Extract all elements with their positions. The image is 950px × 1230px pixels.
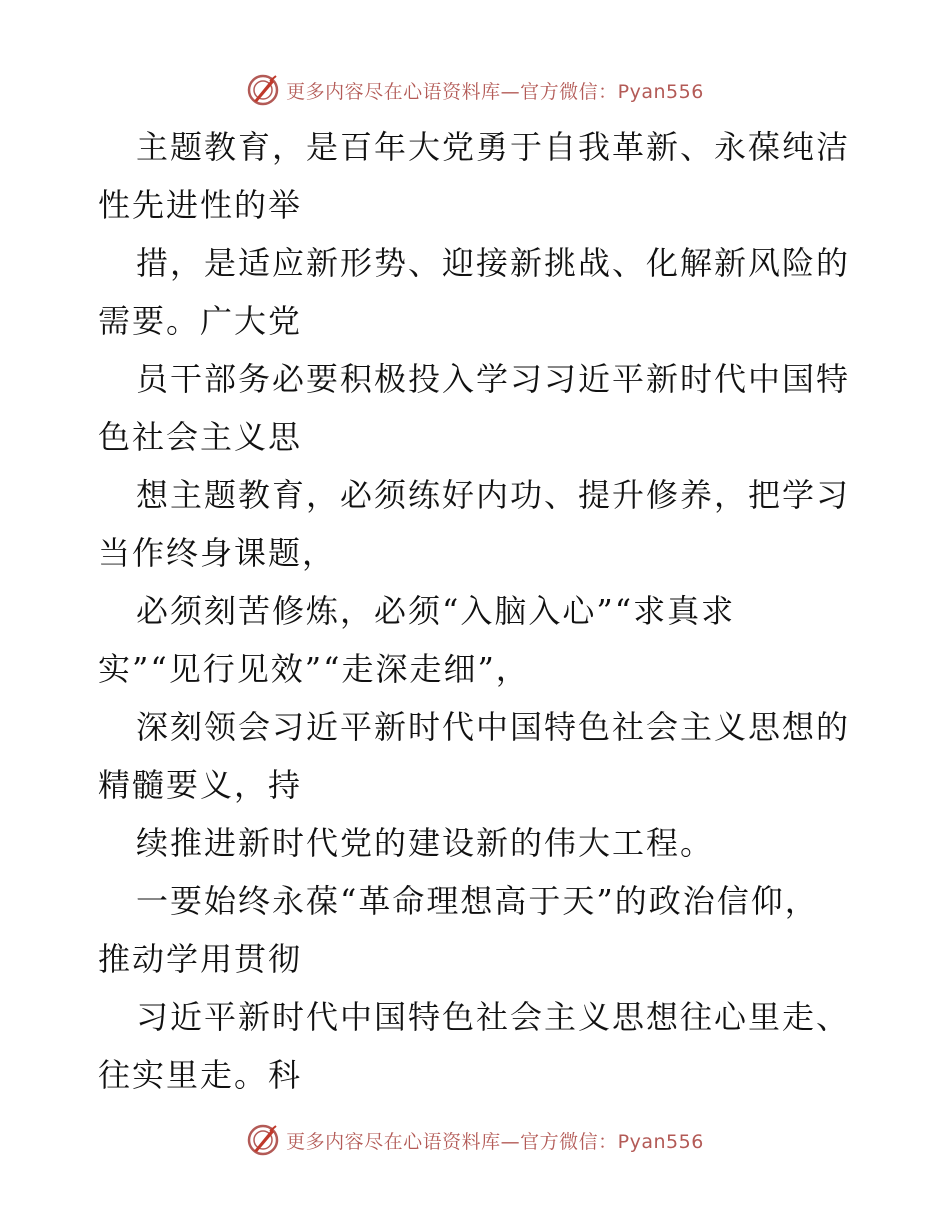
- banner-text: 更多内容尽在心语资料库—官方微信：Pyan556: [286, 1130, 704, 1153]
- text-line: 当作终身课题，: [98, 534, 337, 572]
- quill-pen-icon: [246, 73, 280, 107]
- quill-pen-icon: [246, 1123, 280, 1157]
- text-line: 色社会主义思: [98, 418, 303, 456]
- text-line: 实”“见行见效”“走深走细”，: [98, 650, 530, 688]
- text-line: 主题教育，是百年大党勇于自我革新、永葆纯洁: [136, 128, 851, 166]
- text-line: 深刻领会习近平新时代中国特色社会主义思想的: [136, 708, 851, 746]
- banner-text: 更多内容尽在心语资料库—官方微信：Pyan556: [286, 80, 704, 103]
- document-body: [98, 118, 858, 1104]
- text-line: 一要始终永葆“革命理想高于天”的政治信仰，: [136, 882, 819, 920]
- text-line: 必须刻苦修炼，必须“入脑入心”“求真求: [136, 592, 736, 630]
- text-line: 想主题教育，必须练好内功、提升修养，把学习: [136, 476, 851, 514]
- text-line: 习近平新时代中国特色社会主义思想往心里走、: [136, 998, 851, 1036]
- text-line: 续推进新时代党的建设新的伟大工程。: [136, 824, 715, 862]
- text-line: 推动学用贯彻: [98, 940, 303, 978]
- text-line: 往实里走。科: [98, 1056, 303, 1094]
- text-line: 性先进性的举: [98, 186, 303, 224]
- text-line: 措，是适应新形势、迎接新挑战、化解新风险的: [136, 244, 851, 282]
- text-line: 需要。广大党: [98, 302, 303, 340]
- text-line: 精髓要义，持: [98, 766, 303, 804]
- header-banner: [0, 70, 950, 110]
- text-line: 员干部务必要积极投入学习习近平新时代中国特: [136, 360, 851, 398]
- footer-banner: [0, 1120, 950, 1160]
